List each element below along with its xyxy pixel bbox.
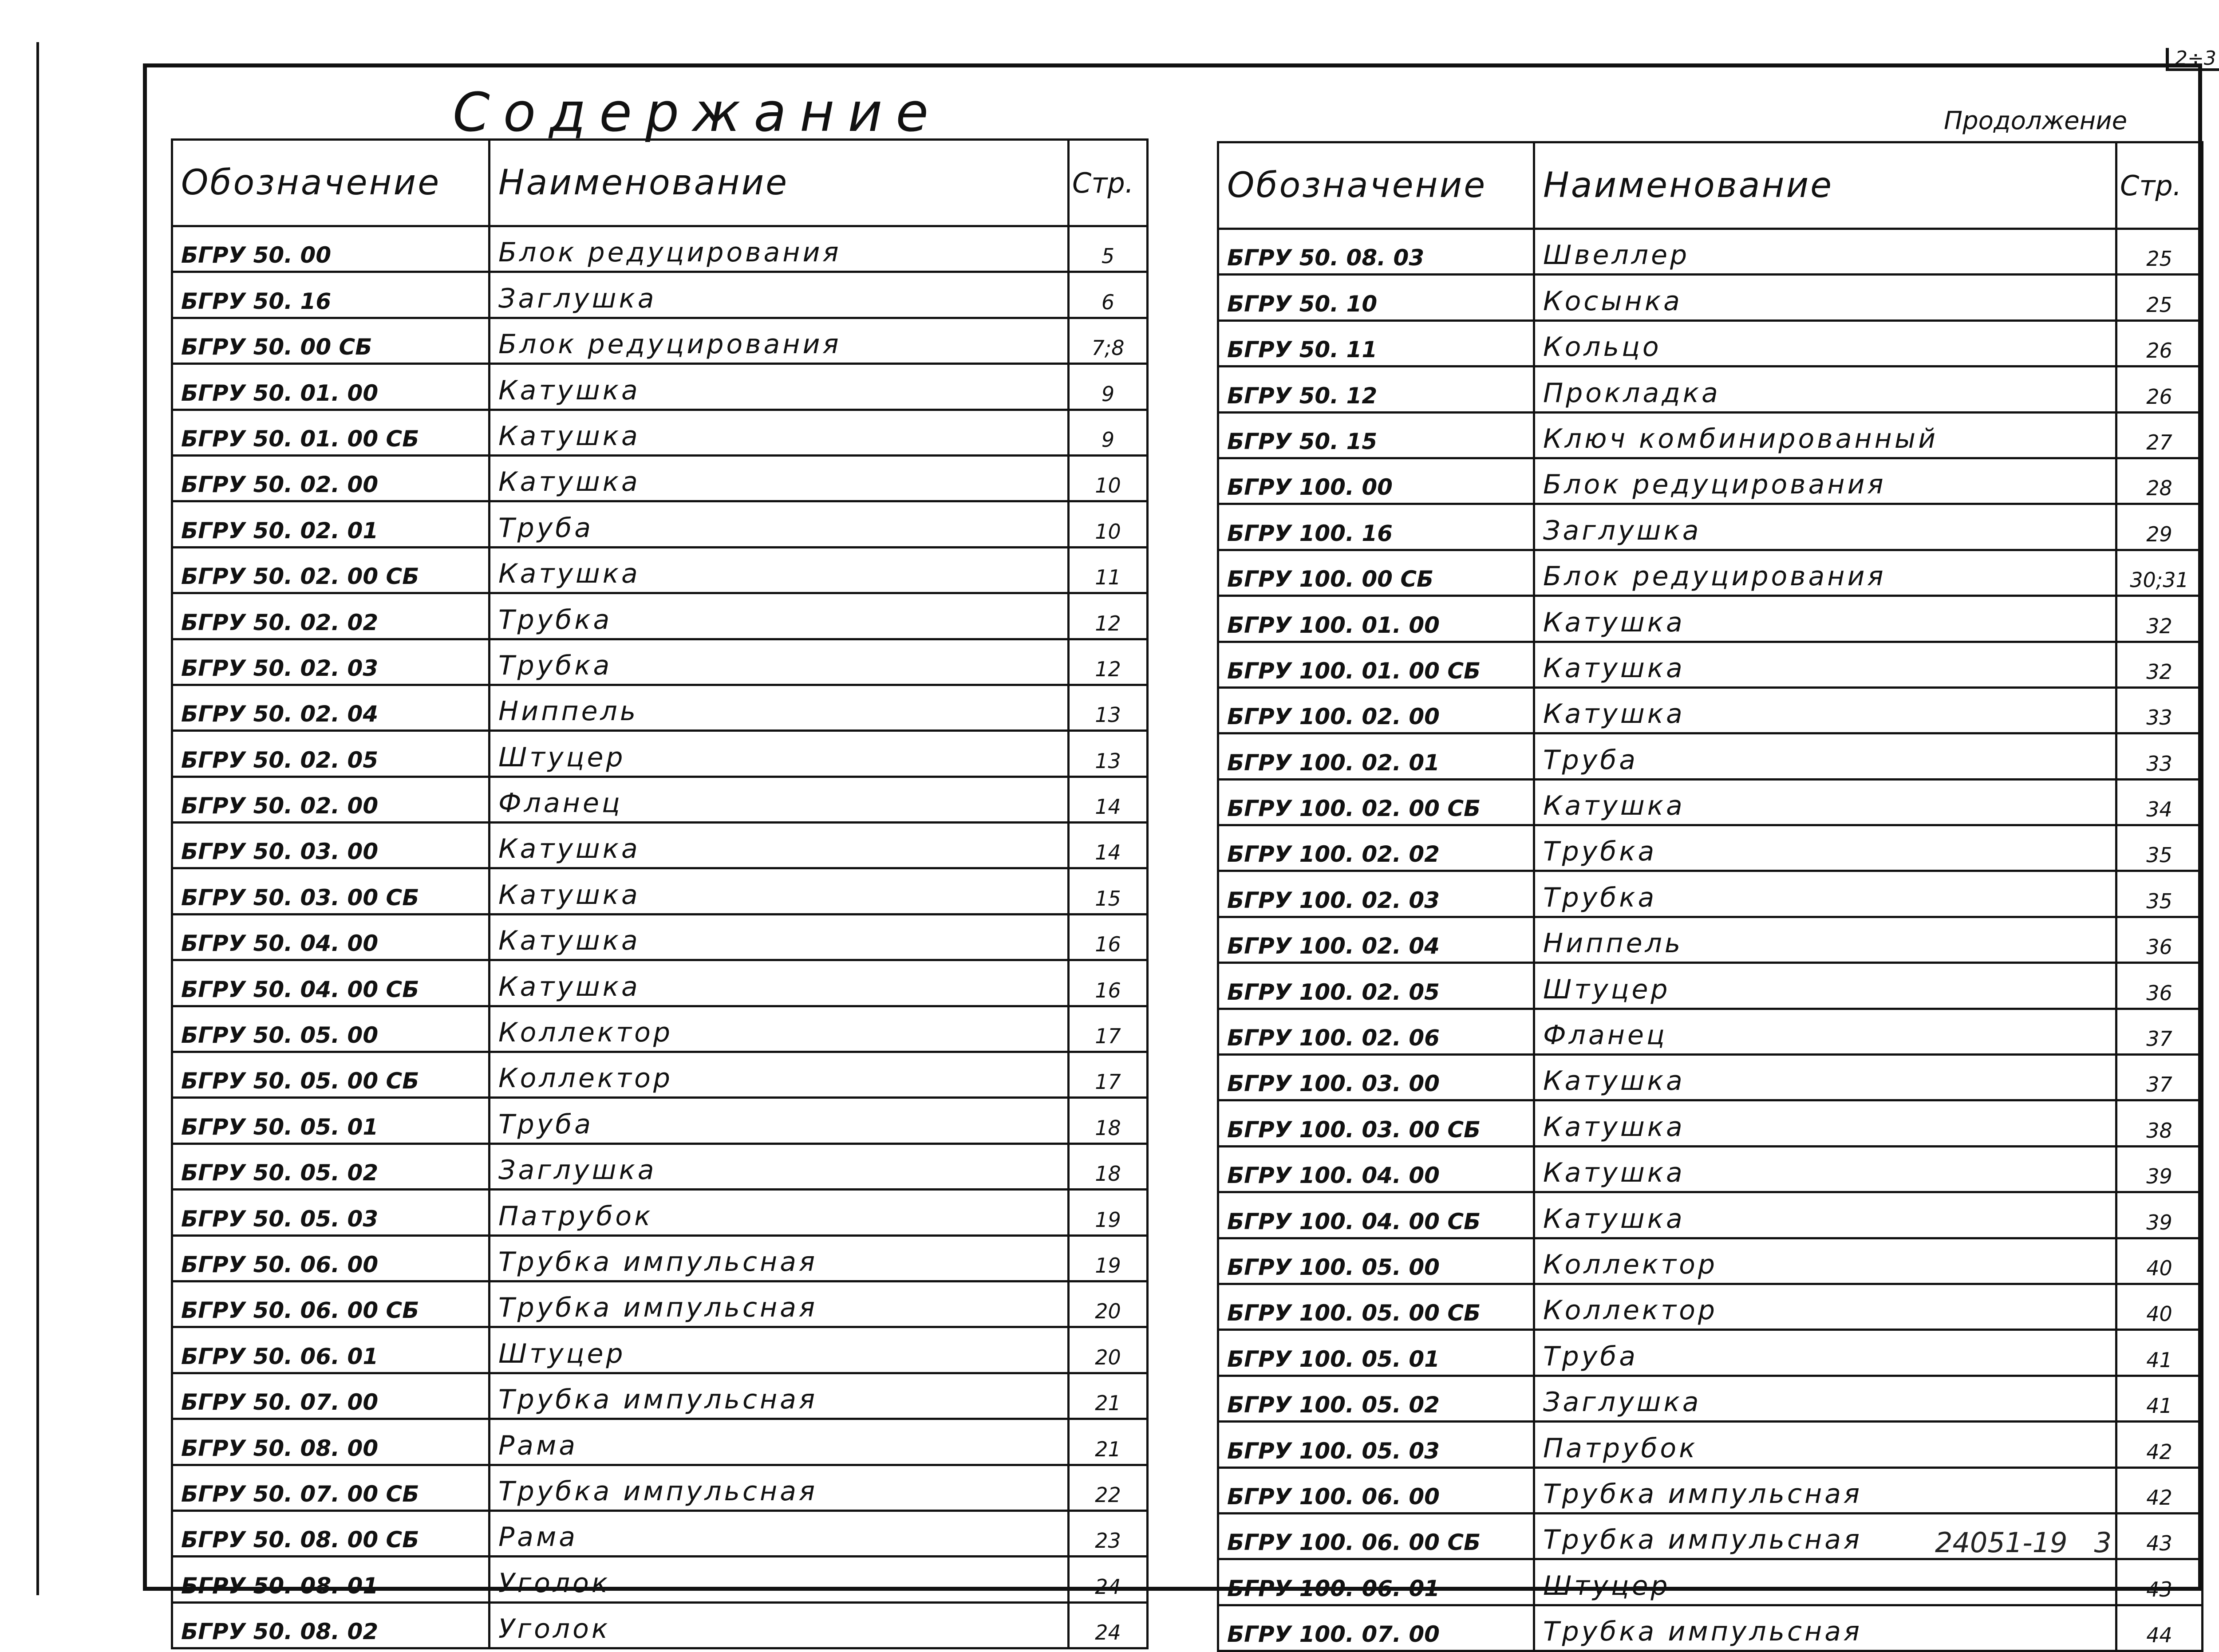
table-row [172, 1510, 1148, 1556]
document-number-stamp [1935, 1526, 2112, 1559]
designation-cell: БГРУ 50. 12 [1218, 367, 1534, 412]
name-cell: Косынка [1534, 275, 2116, 320]
page-cell: 26 [2116, 367, 2203, 412]
page-cell: 36 [2116, 963, 2203, 1009]
page-cell: 6 [1069, 272, 1148, 318]
page-cell: 9 [1069, 410, 1148, 455]
designation-cell: БГРУ 100. 02. 00 [1218, 687, 1534, 733]
page-cell: 37 [2116, 1009, 2203, 1054]
page-header: Стр. [2116, 142, 2203, 229]
contents-table-left [171, 138, 1149, 1649]
designation-cell: БГРУ 100. 16 [1218, 504, 1534, 550]
name-cell: Рама [490, 1419, 1069, 1465]
name-cell: Коллектор [1534, 1284, 2116, 1329]
name-cell: Трубка импульсная [490, 1235, 1069, 1281]
table-row [172, 868, 1148, 914]
name-cell: Швеллер [1534, 229, 2116, 275]
designation-header: Обозначение [1218, 142, 1534, 229]
designation-cell: БГРУ 50. 06. 00 СБ [172, 1281, 490, 1327]
page-cell: 18 [1069, 1098, 1148, 1143]
table-row [172, 777, 1148, 822]
designation-cell: БГРУ 50. 00 [172, 226, 490, 272]
page-cell: 5 [1069, 226, 1148, 272]
page-cell: 43 [2116, 1559, 2203, 1605]
page-cell: 38 [2116, 1100, 2203, 1146]
page-cell: 17 [1069, 1052, 1148, 1098]
table-header-row [172, 140, 1148, 226]
table-row [1218, 412, 2203, 458]
table-row [172, 914, 1148, 960]
name-cell: Заглушка [1534, 1376, 2116, 1421]
name-cell: Трубка импульсная [490, 1281, 1069, 1327]
name-cell: Труба [1534, 1330, 2116, 1376]
name-cell: Катушка [490, 547, 1069, 593]
name-cell: Катушка [490, 410, 1069, 455]
page-cell: 24 [1069, 1557, 1148, 1602]
name-cell: Уголок [490, 1557, 1069, 1602]
name-cell: Трубка [1534, 825, 2116, 871]
page-cell: 20 [1069, 1281, 1148, 1327]
designation-cell: БГРУ 100. 05. 00 СБ [1218, 1284, 1534, 1329]
name-cell: Ниппель [1534, 917, 2116, 962]
name-cell: Ниппель [490, 685, 1069, 730]
designation-cell: БГРУ 100. 05. 00 [1218, 1238, 1534, 1284]
page-cell: 43 [2116, 1513, 2203, 1559]
name-cell: Трубка импульсная [1534, 1513, 2116, 1559]
name-cell: Блок редуцирования [1534, 458, 2116, 504]
name-cell: Трубка импульсная [490, 1465, 1069, 1510]
name-cell: Трубка [490, 639, 1069, 685]
name-cell: Блок редуцирования [490, 226, 1069, 272]
page-cell: 35 [2116, 871, 2203, 917]
page-cell: 34 [2116, 779, 2203, 825]
table-row [1218, 320, 2203, 366]
designation-cell: БГРУ 50. 01. 00 СБ [172, 410, 490, 455]
name-cell: Катушка [1534, 687, 2116, 733]
name-cell: Уголок [490, 1602, 1069, 1648]
name-cell: Заглушка [490, 272, 1069, 318]
designation-cell: БГРУ 50. 02. 00 [172, 455, 490, 501]
contents-table-right [1217, 141, 2203, 1652]
table-row [172, 1419, 1148, 1465]
page-cell: 7;8 [1069, 318, 1148, 363]
table-row [172, 1143, 1148, 1189]
binding-edge-line [36, 42, 39, 1595]
page-cell: 32 [2116, 596, 2203, 642]
designation-cell: БГРУ 100. 05. 01 [1218, 1330, 1534, 1376]
designation-cell: БГРУ 50. 02. 01 [172, 501, 490, 547]
table-row [1218, 871, 2203, 917]
designation-cell: БГРУ 50. 02. 05 [172, 731, 490, 777]
designation-cell: БГРУ 100. 06. 00 СБ [1218, 1513, 1534, 1559]
designation-cell: БГРУ 50. 08. 00 СБ [172, 1510, 490, 1556]
table-row [1218, 1238, 2203, 1284]
table-row [172, 455, 1148, 501]
table-row [172, 1190, 1148, 1235]
page-cell: 30;31 [2116, 550, 2203, 595]
page-header: Стр. [1069, 140, 1148, 226]
table-row [1218, 1009, 2203, 1054]
contents-rows-right [1218, 229, 2203, 1651]
name-cell: Катушка [1534, 1192, 2116, 1238]
designation-cell: БГРУ 50. 08. 02 [172, 1602, 490, 1648]
name-cell: Блок редуцирования [1534, 550, 2116, 595]
designation-cell: БГРУ 50. 06. 00 [172, 1235, 490, 1281]
name-cell: Штуцер [490, 1327, 1069, 1373]
designation-cell: БГРУ 100. 01. 00 СБ [1218, 642, 1534, 687]
continuation-label: Продолжение [1944, 106, 2128, 135]
page-cell: 27 [2116, 412, 2203, 458]
table-row [172, 1557, 1148, 1602]
designation-cell: БГРУ 50. 01. 00 [172, 364, 490, 410]
designation-cell: БГРУ 100. 01. 00 [1218, 596, 1534, 642]
name-cell: Катушка [490, 960, 1069, 1006]
table-row [172, 272, 1148, 318]
name-cell: Трубка импульсная [1534, 1467, 2116, 1513]
designation-cell: БГРУ 50. 02. 04 [172, 685, 490, 730]
name-cell: Рама [490, 1510, 1069, 1556]
name-cell: Труба [1534, 733, 2116, 779]
designation-cell: БГРУ 50. 03. 00 СБ [172, 868, 490, 914]
table-row [1218, 275, 2203, 320]
designation-cell: БГРУ 50. 08. 01 [172, 1557, 490, 1602]
name-cell: Заглушка [490, 1143, 1069, 1189]
name-cell: Патрубок [1534, 1422, 2116, 1467]
page-cell: 13 [1069, 685, 1148, 730]
table-row [172, 1052, 1148, 1098]
designation-cell: БГРУ 100. 02. 02 [1218, 825, 1534, 871]
name-cell: Катушка [1534, 642, 2116, 687]
name-cell: Коллектор [490, 1052, 1069, 1098]
table-row [1218, 917, 2203, 962]
page-cell: 21 [1069, 1373, 1148, 1419]
name-cell: Трубка импульсная [490, 1373, 1069, 1419]
table-row [172, 593, 1148, 639]
table-row [172, 501, 1148, 547]
table-row [1218, 1192, 2203, 1238]
name-cell: Катушка [490, 914, 1069, 960]
page-cell: 42 [2116, 1467, 2203, 1513]
table-row [1218, 596, 2203, 642]
designation-cell: БГРУ 50. 15 [1218, 412, 1534, 458]
designation-cell: БГРУ 50. 04. 00 СБ [172, 960, 490, 1006]
page-cell: 26 [2116, 320, 2203, 366]
table-row [172, 364, 1148, 410]
designation-cell: БГРУ 100. 03. 00 СБ [1218, 1100, 1534, 1146]
document-number: 24051-19 [1935, 1526, 2068, 1559]
page-cell: 20 [1069, 1327, 1148, 1373]
table-header-row [1218, 142, 2203, 229]
designation-cell: БГРУ 100. 02. 01 [1218, 733, 1534, 779]
table-row [172, 1602, 1148, 1648]
page-cell: 40 [2116, 1238, 2203, 1284]
table-row [1218, 733, 2203, 779]
name-cell: Труба [490, 501, 1069, 547]
designation-cell: БГРУ 50. 16 [172, 272, 490, 318]
designation-header: Обозначение [172, 140, 490, 226]
table-row [1218, 1467, 2203, 1513]
table-row [1218, 504, 2203, 550]
name-cell: Коллектор [1534, 1238, 2116, 1284]
table-row [1218, 1055, 2203, 1100]
page-cell: 9 [1069, 364, 1148, 410]
name-cell: Катушка [490, 868, 1069, 914]
page-cell: 14 [1069, 777, 1148, 822]
designation-cell: БГРУ 100. 02. 00 СБ [1218, 779, 1534, 825]
name-cell: Штуцер [490, 731, 1069, 777]
contents-rows-left [172, 226, 1148, 1648]
designation-cell: БГРУ 100. 05. 03 [1218, 1422, 1534, 1467]
page-cell: 44 [2116, 1605, 2203, 1651]
page-cell: 36 [2116, 917, 2203, 962]
page-cell: 12 [1069, 593, 1148, 639]
page-cell: 39 [2116, 1192, 2203, 1238]
name-cell: Трубка [490, 593, 1069, 639]
sheet-number: 3 [2094, 1526, 2112, 1559]
designation-cell: БГРУ 100. 04. 00 [1218, 1146, 1534, 1192]
designation-cell: БГРУ 50. 06. 01 [172, 1327, 490, 1373]
table-row [1218, 367, 2203, 412]
table-row [172, 639, 1148, 685]
designation-cell: БГРУ 50. 07. 00 СБ [172, 1465, 490, 1510]
page-cell: 25 [2116, 275, 2203, 320]
designation-cell: БГРУ 100. 00 СБ [1218, 550, 1534, 595]
name-cell: Фланец [1534, 1009, 2116, 1054]
page-cell: 37 [2116, 1055, 2203, 1100]
name-cell: Катушка [1534, 596, 2116, 642]
table-row [1218, 1422, 2203, 1467]
designation-cell: БГРУ 100. 02. 05 [1218, 963, 1534, 1009]
name-cell: Трубка импульсная [1534, 1605, 2116, 1651]
designation-cell: БГРУ 50. 10 [1218, 275, 1534, 320]
table-row [172, 1373, 1148, 1419]
name-cell: Катушка [1534, 779, 2116, 825]
table-row [1218, 1376, 2203, 1421]
name-cell: Коллектор [490, 1006, 1069, 1052]
table-row [1218, 825, 2203, 871]
page-cell: 12 [1069, 639, 1148, 685]
table-row [172, 1235, 1148, 1281]
designation-cell: БГРУ 50. 05. 00 [172, 1006, 490, 1052]
table-row [172, 318, 1148, 363]
designation-cell: БГРУ 50. 08. 00 [172, 1419, 490, 1465]
table-row [1218, 687, 2203, 733]
designation-cell: БГРУ 50. 02. 02 [172, 593, 490, 639]
table-row [1218, 458, 2203, 504]
page-cell: 41 [2116, 1376, 2203, 1421]
table-row [1218, 1559, 2203, 1605]
name-cell: Катушка [490, 823, 1069, 868]
designation-cell: БГРУ 100. 02. 04 [1218, 917, 1534, 962]
name-cell: Заглушка [1534, 504, 2116, 550]
table-row [172, 1281, 1148, 1327]
table-row [1218, 1146, 2203, 1192]
page-cell: 42 [2116, 1422, 2203, 1467]
table-row [1218, 1284, 2203, 1329]
table-row [172, 410, 1148, 455]
name-header: Наименование [1534, 142, 2116, 229]
name-cell: Катушка [490, 364, 1069, 410]
designation-cell: БГРУ 50. 05. 02 [172, 1143, 490, 1189]
designation-cell: БГРУ 100. 04. 00 СБ [1218, 1192, 1534, 1238]
page-cell: 23 [1069, 1510, 1148, 1556]
table-row [172, 823, 1148, 868]
table-row [1218, 550, 2203, 595]
designation-cell: БГРУ 50. 07. 00 [172, 1373, 490, 1419]
table-row [172, 1098, 1148, 1143]
page-cell: 33 [2116, 687, 2203, 733]
page-cell: 35 [2116, 825, 2203, 871]
sheet-corner-number: 2÷3 [2166, 48, 2219, 71]
table-row [1218, 963, 2203, 1009]
table-row [172, 1006, 1148, 1052]
page-title: Содержание [453, 82, 942, 144]
designation-cell: БГРУ 50. 02. 03 [172, 639, 490, 685]
page-cell: 33 [2116, 733, 2203, 779]
name-cell: Катушка [1534, 1146, 2116, 1192]
page-cell: 24 [1069, 1602, 1148, 1648]
designation-cell: БГРУ 50. 05. 01 [172, 1098, 490, 1143]
designation-cell: БГРУ 100. 05. 02 [1218, 1376, 1534, 1421]
page-cell: 19 [1069, 1190, 1148, 1235]
table-row [1218, 1100, 2203, 1146]
page-cell: 29 [2116, 504, 2203, 550]
name-cell: Кольцо [1534, 320, 2116, 366]
designation-cell: БГРУ 50. 11 [1218, 320, 1534, 366]
page-cell: 13 [1069, 731, 1148, 777]
designation-cell: БГРУ 50. 08. 03 [1218, 229, 1534, 275]
name-cell: Штуцер [1534, 963, 2116, 1009]
page-cell: 22 [1069, 1465, 1148, 1510]
name-cell: Блок редуцирования [490, 318, 1069, 363]
page-cell: 17 [1069, 1006, 1148, 1052]
designation-cell: БГРУ 50. 05. 00 СБ [172, 1052, 490, 1098]
designation-cell: БГРУ 100. 06. 01 [1218, 1559, 1534, 1605]
designation-cell: БГРУ 100. 02. 06 [1218, 1009, 1534, 1054]
name-cell: Катушка [490, 455, 1069, 501]
table-row [172, 1327, 1148, 1373]
name-header: Наименование [490, 140, 1069, 226]
name-cell: Катушка [1534, 1055, 2116, 1100]
page-cell: 14 [1069, 823, 1148, 868]
name-cell: Фланец [490, 777, 1069, 822]
page-cell: 39 [2116, 1146, 2203, 1192]
designation-cell: БГРУ 100. 00 [1218, 458, 1534, 504]
designation-cell: БГРУ 50. 04. 00 [172, 914, 490, 960]
table-row [1218, 1605, 2203, 1651]
page-cell: 16 [1069, 960, 1148, 1006]
name-cell: Катушка [1534, 1100, 2116, 1146]
designation-cell: БГРУ 100. 06. 00 [1218, 1467, 1534, 1513]
name-cell: Трубка [1534, 871, 2116, 917]
designation-cell: БГРУ 100. 03. 00 [1218, 1055, 1534, 1100]
table-row [1218, 779, 2203, 825]
designation-cell: БГРУ 50. 00 СБ [172, 318, 490, 363]
page-cell: 15 [1069, 868, 1148, 914]
table-row [172, 547, 1148, 593]
name-cell: Штуцер [1534, 1559, 2116, 1605]
name-cell: Патрубок [490, 1190, 1069, 1235]
page-cell: 41 [2116, 1330, 2203, 1376]
table-row [172, 1465, 1148, 1510]
table-row [172, 685, 1148, 730]
page-cell: 32 [2116, 642, 2203, 687]
table-row [1218, 1330, 2203, 1376]
table-row [1218, 642, 2203, 687]
name-cell: Ключ комбинированный [1534, 412, 2116, 458]
page-cell: 19 [1069, 1235, 1148, 1281]
page-cell: 40 [2116, 1284, 2203, 1329]
designation-cell: БГРУ 50. 03. 00 [172, 823, 490, 868]
page-cell: 10 [1069, 455, 1148, 501]
page-cell: 18 [1069, 1143, 1148, 1189]
table-row [172, 960, 1148, 1006]
designation-cell: БГРУ 50. 05. 03 [172, 1190, 490, 1235]
page-cell: 11 [1069, 547, 1148, 593]
designation-cell: БГРУ 50. 02. 00 [172, 777, 490, 822]
name-cell: Труба [490, 1098, 1069, 1143]
page-cell: 25 [2116, 229, 2203, 275]
table-row [1218, 229, 2203, 275]
name-cell: Прокладка [1534, 367, 2116, 412]
designation-cell: БГРУ 50. 02. 00 СБ [172, 547, 490, 593]
table-row [172, 731, 1148, 777]
designation-cell: БГРУ 100. 02. 03 [1218, 871, 1534, 917]
page-cell: 16 [1069, 914, 1148, 960]
designation-cell: БГРУ 100. 07. 00 [1218, 1605, 1534, 1651]
page-cell: 28 [2116, 458, 2203, 504]
page-cell: 10 [1069, 501, 1148, 547]
page-cell: 21 [1069, 1419, 1148, 1465]
table-row [172, 226, 1148, 272]
